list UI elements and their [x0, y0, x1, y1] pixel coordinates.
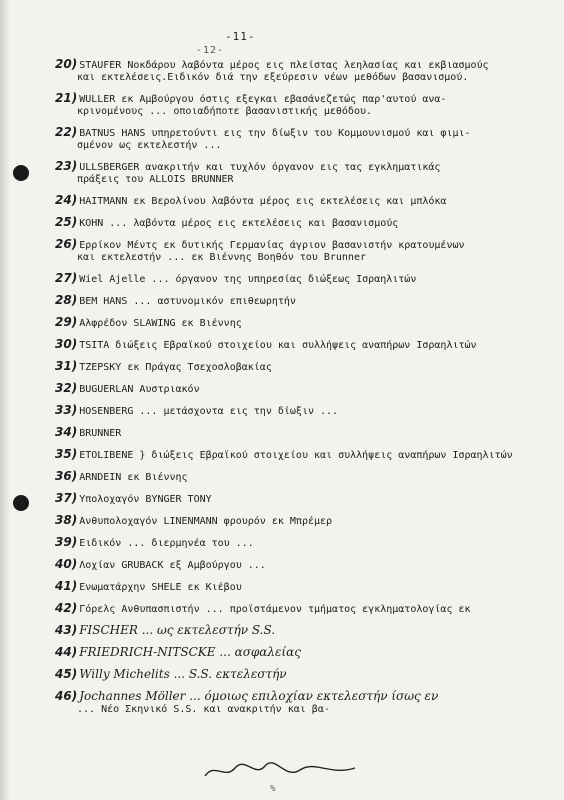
- entry-item: [55, 92, 555, 118]
- entry-text: TSITA διώξεις Εβραϊκού στοιχείου και συλλήψεις αναπήρων Ισραηλιτών: [79, 340, 477, 351]
- punch-hole-top: [13, 165, 29, 181]
- entry-item: [55, 238, 555, 264]
- entry-text: STAUFER Νοκδάρου λαβόντα μέρος εις πλείστας λεηλασίας και εκβιασμούς: [79, 60, 489, 71]
- entry-text: Λοχίαν GRUBACK εξ Αμβούργου ...: [79, 560, 266, 571]
- page-number: -11-: [225, 30, 256, 43]
- entry-item: [55, 448, 555, 462]
- entry-text: Jochannes Möller ... όμοιως επιλοχίαν εκτελεστήν ίσως εν: [79, 689, 439, 703]
- entry-text: Γόρελς Ανθυπασπιστήν ... προϊστάμενον τμήματος εγκληματολογίας εκ: [79, 604, 471, 615]
- entry-number: 33): [55, 403, 78, 417]
- entry-item: [55, 536, 555, 550]
- entry-continuation: και εκτελεστήν ... εκ Βιέννης Βοηθόν του Brunner: [77, 252, 366, 263]
- entry-item: [55, 338, 555, 352]
- entry-text: TZEPSKY εκ Πράγας Τσεχοσλοβακίας: [79, 362, 272, 373]
- entry-number: 35): [55, 447, 78, 461]
- entry-item: [55, 316, 555, 330]
- entry-item: [55, 404, 555, 418]
- entry-item: [55, 492, 555, 506]
- entry-text: FRIEDRICH-NITSCKE ... ασφαλείας: [79, 645, 301, 659]
- entry-text: ARNDEIN εκ Βιέννης: [79, 472, 188, 483]
- entry-item: [55, 272, 555, 286]
- entry-number: 44): [55, 645, 78, 659]
- entry-number: 36): [55, 469, 78, 483]
- entry-list: [55, 58, 555, 724]
- entry-text: ULLSBERGER ανακριτήν και τυχλόν όργανον εις τας εγκληματικάς: [79, 162, 441, 173]
- entry-text: Willy Michelits ... S.S. εκτελεστήν: [79, 667, 287, 681]
- entry-item: [55, 558, 555, 572]
- entry-text: Υπολοχαγόν BYNGER TONY: [79, 494, 212, 505]
- entry-text: ETOLIBENE } διώξεις Εβραϊκού στοιχείου και συλλήψεις αναπήρων Ισραηλιτών: [79, 450, 513, 461]
- entry-item: [55, 216, 555, 230]
- entry-number: 46): [55, 689, 78, 703]
- entry-item: [55, 668, 555, 682]
- entry-text: HOSENBERG ... μετάσχοντα εις την δίωξιν ...: [79, 406, 339, 417]
- punch-hole-bottom: [13, 495, 29, 511]
- entry-item: [55, 126, 555, 152]
- entry-number: 34): [55, 425, 78, 439]
- left-margin-shadow: [0, 0, 10, 800]
- entry-item: [55, 426, 555, 440]
- entry-number: 32): [55, 381, 78, 395]
- entry-item: [55, 602, 555, 616]
- entry-item: [55, 646, 555, 660]
- entry-number: 30): [55, 337, 78, 351]
- entry-text: Αλφρέδον SLAWING εκ Βιέννης: [79, 318, 242, 329]
- entry-item: [55, 382, 555, 396]
- entry-item: [55, 690, 555, 716]
- entry-number: 20): [55, 57, 78, 71]
- page-footer-mark: %: [270, 784, 277, 794]
- entry-continuation: κρινομένους ... οποιαδήποτε βασανιστικής μεθόδου.: [77, 106, 373, 117]
- entry-text: WULLER εκ Αμβούργου όστις εξεγκαι εβασάνεζετώς παρ'αυτού ανα-: [79, 94, 447, 105]
- entry-number: 42): [55, 601, 78, 615]
- entry-item: [55, 360, 555, 374]
- entry-item: [55, 470, 555, 484]
- entry-item: [55, 580, 555, 594]
- entry-text: KOHN ... λαβόντα μέρος εις εκτελέσεις και βασανισμούς: [79, 218, 399, 229]
- entry-text: BUGUERLAN Αυστριακόν: [79, 384, 200, 395]
- entry-item: [55, 624, 555, 638]
- entry-number: 41): [55, 579, 78, 593]
- entry-item: [55, 58, 555, 84]
- entry-item: [55, 294, 555, 308]
- page-number-underlay: -12-: [196, 45, 225, 56]
- entry-number: 39): [55, 535, 78, 549]
- entry-number: 25): [55, 215, 78, 229]
- entry-continuation: ... Νέο Σκηνικό S.S. και ανακριτήν και βα-: [77, 704, 330, 715]
- entry-number: 40): [55, 557, 78, 571]
- entry-continuation: και εκτελέσεις.Ειδικόν διά την εξεύρεσιν νέων μεθόδων βασανισμού.: [77, 72, 469, 83]
- entry-number: 37): [55, 491, 78, 505]
- entry-number: 24): [55, 193, 78, 207]
- entry-item: [55, 514, 555, 528]
- entry-number: 26): [55, 237, 78, 251]
- entry-number: 23): [55, 159, 78, 173]
- entry-number: 28): [55, 293, 78, 307]
- entry-number: 29): [55, 315, 78, 329]
- entry-text: HAITMANN εκ Βερολίνου λαβόντα μέρος εις εκτελέσεις και μπλόκα: [79, 196, 447, 207]
- entry-number: 31): [55, 359, 78, 373]
- entry-number: 22): [55, 125, 78, 139]
- entry-text: Ενωματάρχην SHELE εκ Κιέβου: [79, 582, 242, 593]
- entry-text: BEM HANS ... αστυνομικόν επιθεωρητήν: [79, 296, 296, 307]
- entry-continuation: πράξεις του ALLOIS BRUNNER: [77, 174, 234, 185]
- entry-number: 43): [55, 623, 78, 637]
- entry-text: Ερρίκον Μέντς εκ δυτικής Γερμανίας άγριον βασανιστήν κρατουμένων: [79, 240, 465, 251]
- entry-text: BATNUS HANS υπηρετούντι εις την δίωξιν του Κομμουνισμού και φιμι-: [79, 128, 471, 139]
- entry-number: 21): [55, 91, 78, 105]
- entry-continuation: σμένον ως εκτελεστήν ...: [77, 140, 222, 151]
- entry-text: FISCHER ... ως εκτελεστήν S.S.: [79, 623, 276, 637]
- entry-text: BRUNNER: [79, 428, 122, 439]
- entry-number: 45): [55, 667, 78, 681]
- handwritten-signature: [200, 758, 360, 784]
- entry-number: 38): [55, 513, 78, 527]
- entry-text: Wiel Ajelle ... όργανον της υπηρεσίας διώξεως Ισραηλιτών: [79, 274, 417, 285]
- entry-text: Ειδικόν ... διερμηνέα του ...: [79, 538, 254, 549]
- entry-item: [55, 160, 555, 186]
- entry-item: [55, 194, 555, 208]
- entry-number: 27): [55, 271, 78, 285]
- entry-text: Ανθυπολοχαγόν LINENMANN φρουρόν εκ Μπρέμερ: [79, 516, 333, 527]
